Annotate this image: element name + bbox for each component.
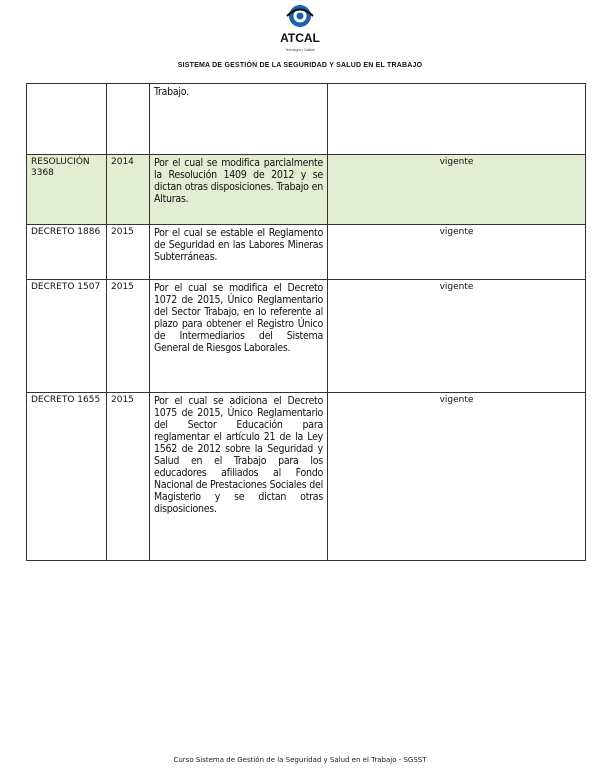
normativa-table (26, 83, 586, 561)
anio-cell: 2014 (107, 155, 150, 225)
table-row (27, 280, 586, 393)
descripcion-cell: Por el cual se modifica el Decreto 1072 de 2015, Único Reglamentario del Sector Trabajo, en lo referente al plazo para obtener el Registro Único de Intermediarios del Sistema General de Riesgos Laborales. (150, 280, 328, 393)
descripcion-cell: Por el cual se estable el Reglamento de Seguridad en las Labores Mineras Subterráneas. (150, 225, 328, 280)
atcal-logo (0, 2, 600, 56)
estado-cell: vigente (328, 280, 586, 393)
anio-cell: 2015 (107, 280, 150, 393)
table-row (27, 84, 586, 155)
anio-cell: 2015 (107, 225, 150, 280)
logo-text: ATCAL (280, 31, 320, 45)
norma-cell: RESOLUCIÓN 3368 (27, 155, 107, 225)
table-row (27, 393, 586, 561)
table-row (27, 225, 586, 280)
descripcion-cell: Por el cual se adiciona el Decreto 1075 de 2015, Único Reglamentario del Sector Educación para reglamentar el artículo 21 de la Ley 1562 de 2012 sobre la Seguridad y Salud en el Trabajo para los educadores afiliados al Fondo Nacional de Prestaciones Sociales del Magisterio y se dictan otras disposiciones. (150, 393, 328, 561)
anio-cell (107, 84, 150, 155)
norma-cell (27, 84, 107, 155)
descripcion-cell: Trabajo. (150, 84, 328, 155)
estado-cell: vigente (328, 155, 586, 225)
anio-cell: 2015 (107, 393, 150, 561)
logo-tagline: Tecnología y Calidad (285, 48, 315, 52)
estado-cell: vigente (328, 225, 586, 280)
estado-cell (328, 84, 586, 155)
norma-cell: DECRETO 1655 (27, 393, 107, 561)
document-footer: Curso Sistema de Gestión de la Seguridad y Salud en el Trabajo - SGSST (173, 756, 427, 764)
document-header-title: SISTEMA DE GESTIÓN DE LA SEGURIDAD Y SALUD EN EL TRABAJO (177, 62, 423, 69)
descripcion-cell: Por el cual se modifica parcialmente la Resolución 1409 de 2012 y se dictan otras disposiciones. Trabajo en Alturas. (150, 155, 328, 225)
norma-cell: DECRETO 1507 (27, 280, 107, 393)
estado-cell: vigente (328, 393, 586, 561)
norma-cell: DECRETO 1886 (27, 225, 107, 280)
table-row (27, 155, 586, 225)
